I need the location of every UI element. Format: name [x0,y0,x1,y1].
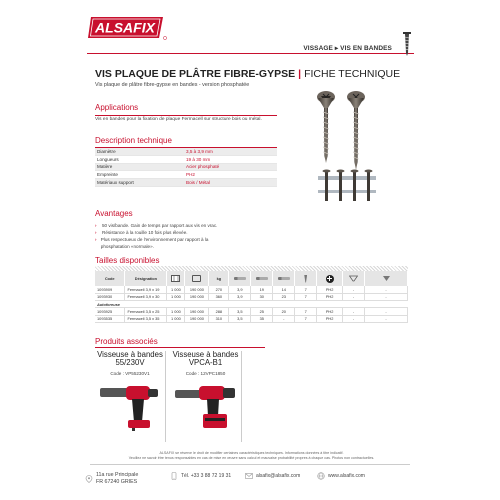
table-cell: Fermacell 3,9 x 19 [125,286,167,293]
product-card-1[interactable] [95,351,166,442]
applications-rule [95,115,277,116]
table-cell: - [365,286,408,293]
table-cell: - [343,315,365,322]
table-cell: 288 [209,308,229,315]
col-weight [209,271,229,286]
product-title-1: Visseuse à bandes [97,350,163,359]
product-model-1: 55/230V [115,358,145,367]
category-breadcrumb: VISSAGE ▸ VIS EN BANDES [303,45,392,52]
table-cell: 310 [209,315,229,322]
screwdriver-image-1 [98,382,162,432]
spec-row [95,179,277,187]
chevron-right-icon: › [95,230,97,235]
phone-icon [170,472,178,480]
tip-icon [304,275,307,283]
product-code-1: Code : VP55230V1 [110,371,150,376]
table-cell: 7 [295,286,317,293]
product-code-2: Code : 12VPC1850 [185,371,226,376]
spec-row [95,148,277,156]
location-pin-icon [85,475,93,483]
phone-number: Tél. +33 3 88 72 19 31 [181,473,232,479]
spec-value: Acier phosphaté [186,164,220,170]
avantages-heading: Avantages [95,209,133,218]
footer-address [85,472,138,486]
spec-key: Matière [97,164,113,170]
table-cell: 1 000 [167,315,185,322]
table-cell: 190 000 [185,315,209,322]
disclaimer [95,451,408,460]
table-cell: - [343,293,365,300]
table-cell: - [365,293,408,300]
table-cell: 23 [273,293,295,300]
list-item [95,222,235,229]
pallet-icon [192,275,201,282]
table-cell: - [343,286,365,293]
table-cell: 1 000 [167,308,185,315]
spec-value: 3,5 à 3,9 mm [186,148,213,154]
footer-rule [90,464,410,465]
spec-table [95,148,277,187]
col-thread [273,271,295,286]
alsafix-logo [87,14,167,41]
product-model-2: VPCA-B1 [188,358,223,367]
col-countersink [343,271,365,286]
screw-product-photo [306,66,384,241]
avantage-text: 50 vis/bande. Gain de temps par rapport aux vis en vrac. [102,223,218,228]
table-cell: 1 000 [167,293,185,300]
table-cell: PH2 [317,286,343,293]
website-url: www.alsafix.com [328,473,365,479]
spec-value: Bois / Métal [186,180,210,186]
col-tip [295,271,317,286]
spec-key: Diamètre [97,148,116,154]
spec-key: Matériaux support [97,180,134,186]
col-pack [185,271,209,286]
svg-text:ALSAFIX: ALSAFIX [95,19,155,36]
title-separator: | [298,68,302,80]
table-cell: PH2 [317,308,343,315]
chevron-right-icon: › [95,237,97,242]
table-cell: 1093909 [95,286,125,293]
table-cell: 3,5 [229,315,251,322]
title-fiche: FICHE TECHNIQUE [304,68,401,80]
table-cell: 30 [251,293,273,300]
col-box [167,271,185,286]
table-cell: 270 [209,286,229,293]
table-cell: - [343,308,365,315]
table-cell: 1 000 [167,286,185,293]
screw-icon [402,31,412,57]
col-drive [317,271,343,286]
spec-row [95,156,277,164]
table-cell: 1093925 [95,308,125,315]
produits-rule [95,347,265,348]
table-cell: PH2 [317,315,343,322]
angle-icon [382,275,391,282]
sizes-table [95,271,408,323]
diameter-icon [234,277,246,280]
email-address: alsafix@alsafix.com [256,473,301,479]
footer-website[interactable] [317,472,365,480]
table-cell: Fermacell 3,9 x 30 [125,293,167,300]
table-row [95,315,408,322]
col-length [251,271,273,286]
produits-heading: Produits associés [95,337,158,346]
table-cell: 7 [295,315,317,322]
page-subtitle: Vis plaque de plâtre fibre-gypse en bandes - version phosphatée [95,82,250,88]
thread-icon [278,277,290,280]
avantage-text: Plus respectueux de l'environnement par rapport à la phosphatation «normale». [100,237,209,249]
table-cell: Fermacell 3,5 x 25 [125,308,167,315]
product-title-2: Visseuse à bandes [172,350,239,359]
spec-key: Empreinte [97,172,118,178]
table-cell: 190 000 [185,293,209,300]
avantages-list [95,222,235,250]
countersink-icon [349,275,358,282]
table-cell: 360 [209,293,229,300]
table-cell: 3,5 [229,308,251,315]
table-row [95,286,408,293]
table-cell: - [365,308,408,315]
col-diameter [229,271,251,286]
table-cell: 190 000 [185,308,209,315]
table-row [95,293,408,300]
table-cell: 190 000 [185,286,209,293]
table-cell: 1093535 [95,315,125,322]
col-angle [365,271,408,286]
spec-key: Longueurs [97,156,119,162]
table-cell: 20 [273,308,295,315]
spec-row [95,171,277,179]
list-item [95,236,235,250]
list-item [95,229,235,236]
table-section-row [95,301,408,308]
table-cell: 14 [273,286,295,293]
avantage-text: Résistance à la rouille 10 fois plus élevée. [102,230,188,235]
disclaimer-line-2: Veuillez ne savoir être tenus responsables en cas de mise en œuvre sans calcul et mauvaise probabilité propres à chaque cas. Photos non contractuelles. [128,455,375,460]
table-cell: - [273,315,295,322]
category-bar [87,44,414,54]
address-line-1: 11a rue Principale [96,472,139,478]
applications-heading: Applications [95,103,139,112]
table-row [95,308,408,315]
spec-value: PH2 [186,172,195,178]
disclaimer-line-1: ALSAFIX se réserve le droit de modifier certaines caractéristiques techniques. Informations données à titre indicatif. [159,451,344,455]
globe-icon [317,472,325,480]
address-line-2: FR 67240 GRIES [96,479,138,485]
spec-row [95,164,277,172]
tailles-heading: Tailles disponibles [95,256,160,265]
screwdriver-image-2 [173,382,239,432]
col-code: Code [95,271,125,286]
table-cell: Fermacell 3,5 x 35 [125,315,167,322]
table-cell: 7 [295,293,317,300]
product-card-2[interactable] [170,351,242,442]
table-header-row [95,271,408,286]
section-label: Autoforeuse [95,301,408,308]
description-heading: Description technique [95,136,172,145]
phillips-icon [326,275,334,283]
chevron-right-icon: › [95,223,97,228]
box-icon [171,275,180,282]
col-designation: Désignation [125,271,167,286]
table-cell: 35 [251,315,273,322]
table-cell: 25 [251,308,273,315]
spec-value: 19 à 30 mm [186,156,211,162]
footer-phone[interactable] [170,472,231,480]
footer-email[interactable] [245,472,300,480]
length-icon [256,277,268,280]
table-cell: - [365,315,408,322]
table-cell: 3,9 [229,293,251,300]
email-icon [245,472,253,480]
weight-icon: kg [216,276,222,282]
table-cell: PH2 [317,293,343,300]
table-cell: 19 [251,286,273,293]
applications-text: Vis en bandes pour la fixation de plaque Fermacell sur structure bois ou métal. [95,117,262,122]
table-cell: 1093930 [95,293,125,300]
table-cell: 7 [295,308,317,315]
footer [0,464,500,500]
table-cell: 3,9 [229,286,251,293]
title-main: VIS PLAQUE DE PLÂTRE FIBRE-GYPSE [95,68,296,80]
